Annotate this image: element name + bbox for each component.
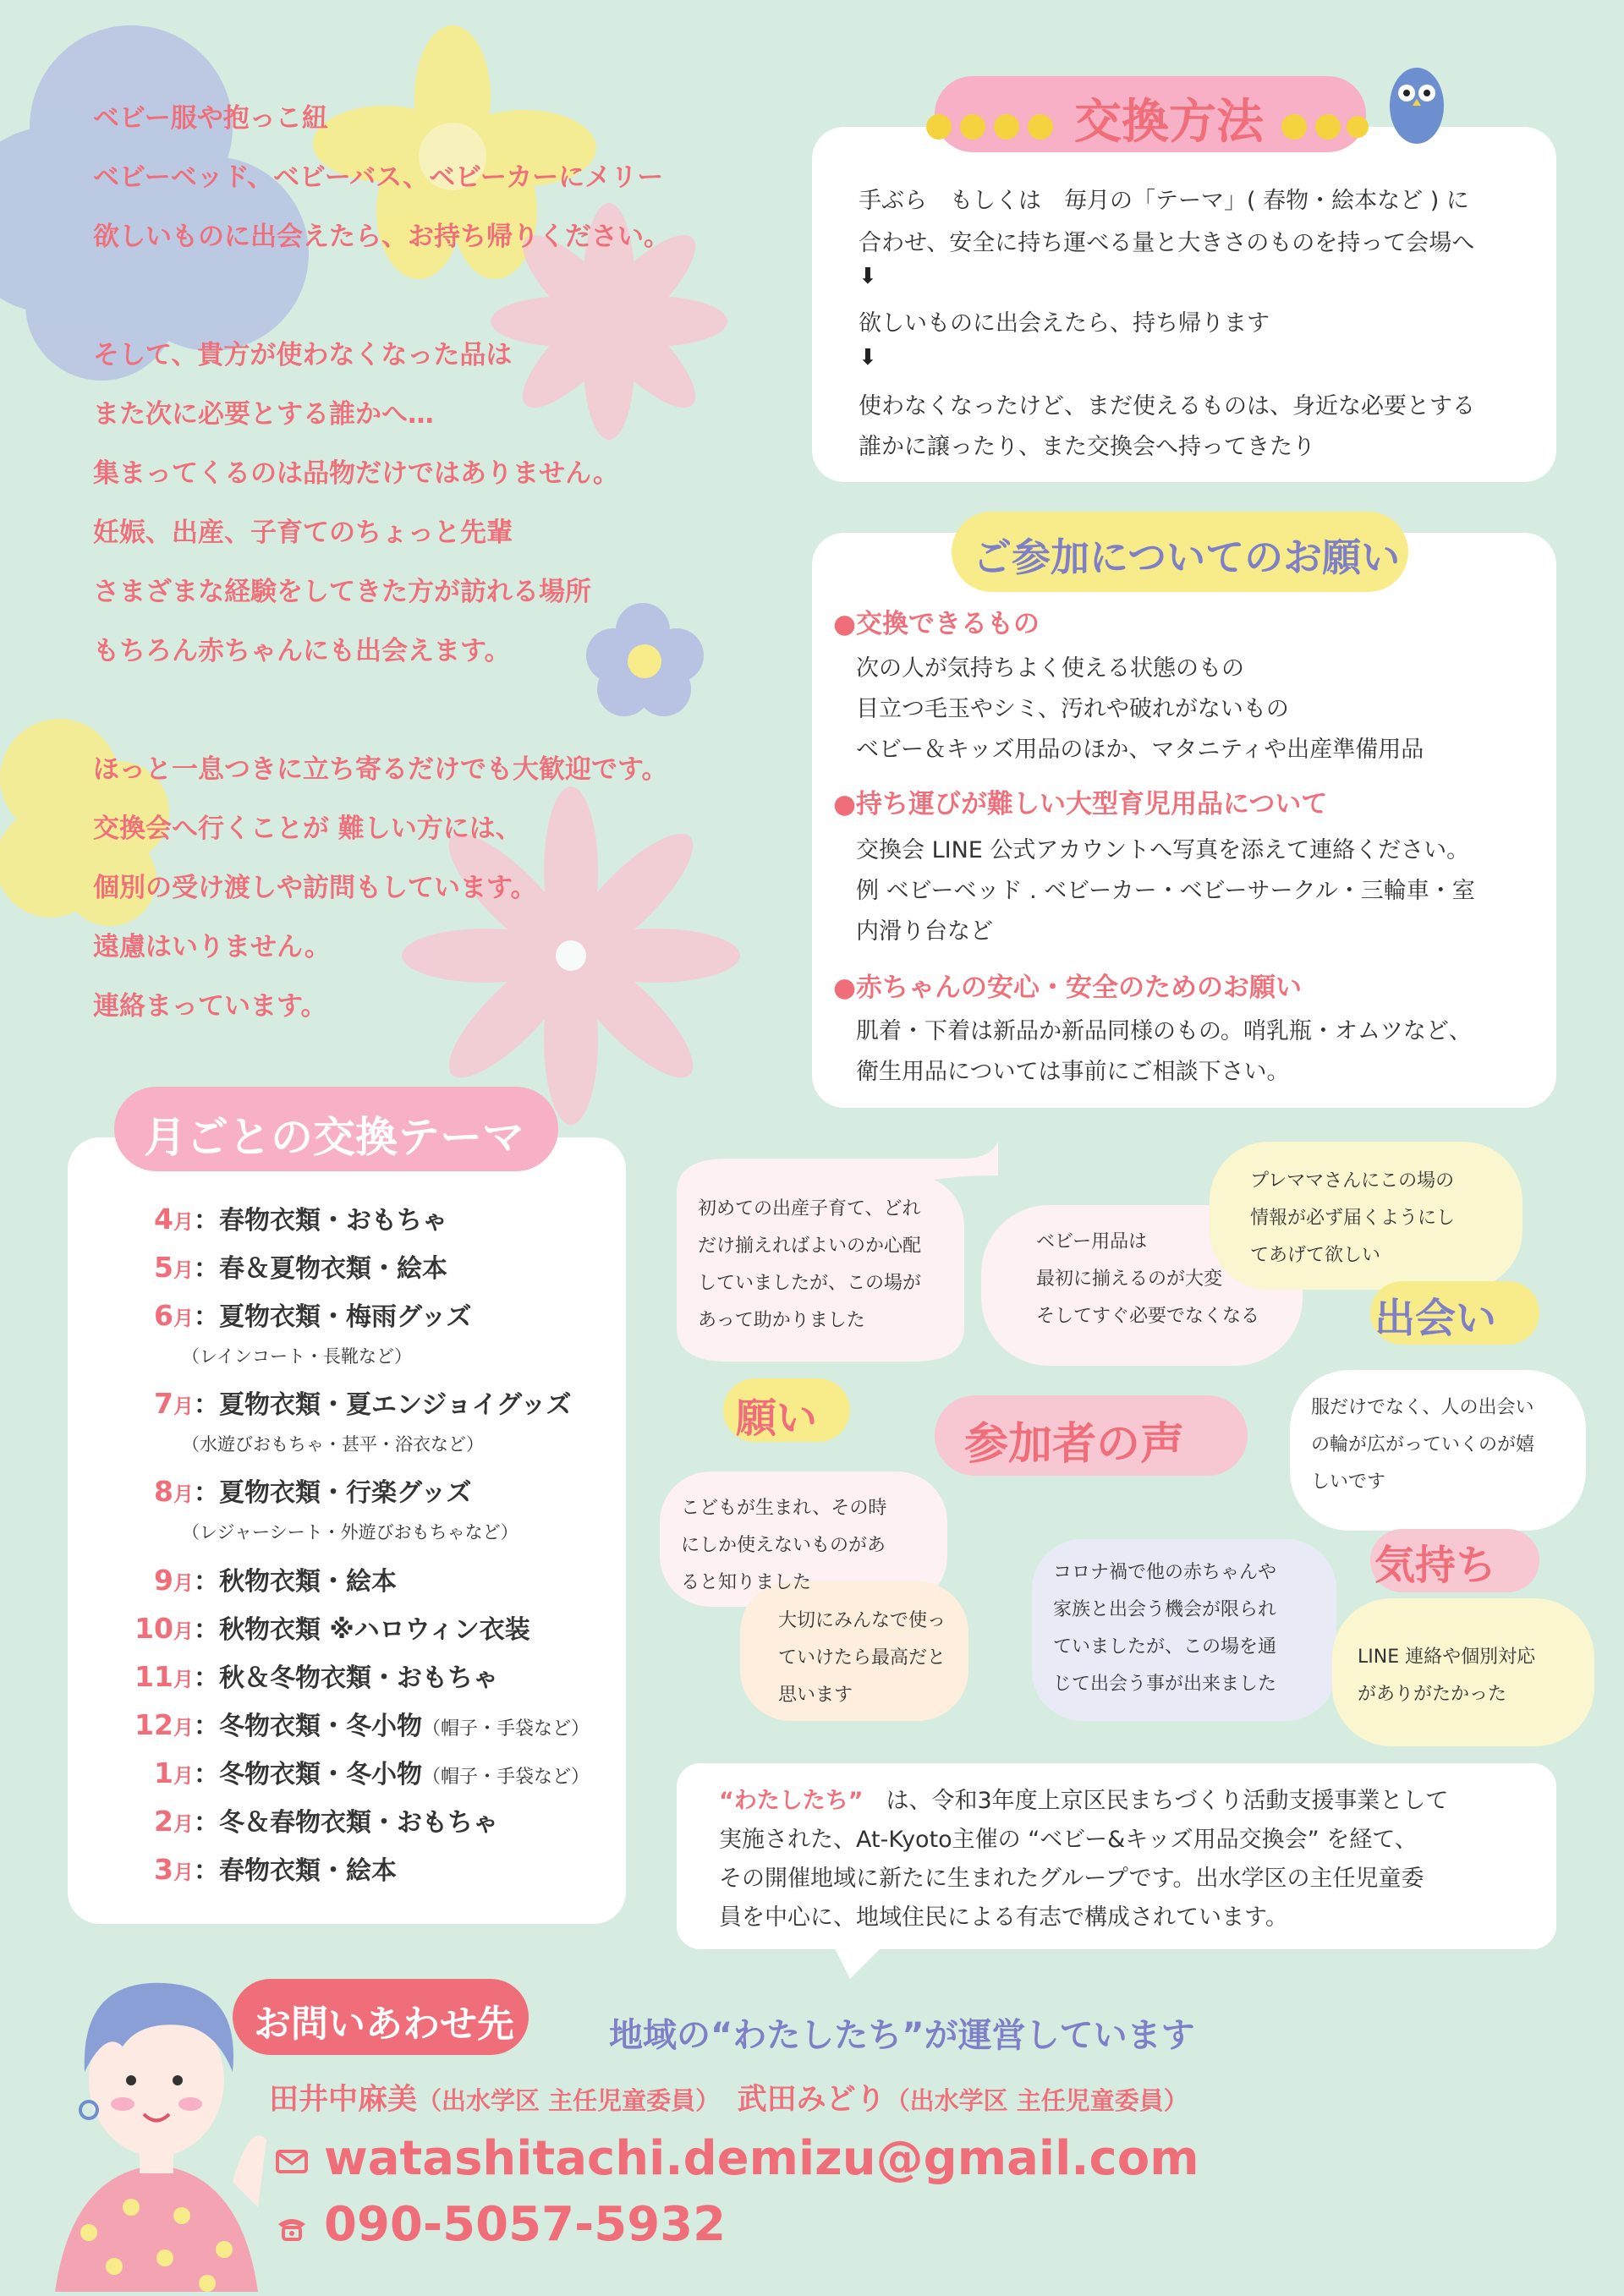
voice-bubble: 服だけでなく、人の出会い の輪が広がっていくのが嬉 しいです [1311, 1397, 1535, 1493]
intro-line: 連絡まっています。 [93, 991, 327, 1022]
month-row: 5月：春＆夏物衣類・絵本 [154, 1251, 447, 1284]
request-line: 次の人が気持ちよく使える状態のもの [856, 655, 1244, 682]
exchange-line: 誰かに譲ったり、また交換会へ持ってきたり [859, 434, 1315, 460]
about-line: “わたしたち” は、令和3年度上京区民まちづくり活動支援事業として [719, 1788, 1449, 1814]
about-line: その開催地域に新たに生まれたグループです。出水学区の主任児童委 [719, 1866, 1424, 1892]
contact-label: お問いあわせ先 [254, 2003, 514, 2046]
intro-line: 集まってくるのは品物だけではありません。 [93, 458, 619, 489]
owl-icon [1379, 55, 1455, 148]
request-heading: ●交換できるもの [833, 609, 1040, 639]
about-line: 員を中心に、地域住民による有志で構成されています。 [719, 1904, 1288, 1931]
month-row: 9月：秋物衣類・絵本 [154, 1564, 397, 1597]
contact-person-name: 田井中麻美 [269, 2083, 418, 2117]
request-title: ご参加についてのお願い [973, 534, 1401, 580]
intro-line: そして、貴方が使わなくなった品は [93, 340, 513, 370]
mail-icon [275, 2149, 309, 2174]
intro-line: さまざまな経験をしてきた方が訪れる場所 [93, 577, 591, 607]
exchange-line: 手ぶら もしくは 毎月の「テーマ」( 春物・絵本など ) に [859, 188, 1469, 214]
month-note: （レジャーシート・外遊びおもちゃなど） [182, 1522, 518, 1543]
request-line: 例 ベビーベッド . ベビーカー・ベビーサークル・三輪車・室 [856, 878, 1475, 904]
request-line: ベビー＆キッズ用品のほか、マタニティや出産準備用品 [856, 737, 1424, 763]
contact-person-name: 武田みどり [737, 2083, 886, 2117]
intro-line: ベビー服や抱っこ紐 [93, 103, 328, 134]
monthly-title: 月ごとの交換テーマ [144, 1113, 524, 1162]
exchange-line: 合わせ、安全に持ち運べる量と大きさのものを持って会場へ [859, 230, 1475, 256]
request-line: 交換会 LINE 公式アカウントへ写真を添えて連絡ください。 [856, 837, 1470, 863]
voice-bubble: プレママさんにこの場の 情報が必ず届くようにし てあげて欲しい [1250, 1170, 1456, 1266]
chicks-icon [1277, 97, 1370, 148]
voices-title: 参加者の声 [964, 1419, 1185, 1470]
month-row: 3月：春物衣類・絵本 [154, 1853, 397, 1886]
chicks-icon [922, 97, 1057, 148]
intro-line: 妊娠、出産、子育てのちょっと先輩 [93, 518, 513, 548]
about-line: 実施された、At-Kyoto主催の “ベビー&キッズ用品交換会” を経て、 [719, 1827, 1418, 1853]
intro-line: もちろん赤ちゃんにも出会えます。 [93, 636, 511, 666]
intro-line: 個別の受け渡しや訪問もしています。 [93, 873, 537, 903]
woman-illustration [38, 1954, 266, 2292]
intro-line: ベビーベッド、ベビーバス、ベビーカーにメリー [93, 162, 664, 193]
intro-line: 遠慮はいりません。 [93, 932, 331, 962]
request-heading: ●持ち運びが難しい大型育児用品について [833, 789, 1328, 819]
contact-phone-link[interactable] [275, 2197, 726, 2252]
about-card-tail [833, 1945, 892, 1983]
exchange-line: 使わなくなったけど、まだ使えるものは、身近な必要とする [859, 393, 1475, 419]
month-row: 1月：冬物衣類・冬小物（帽子・手袋など） [154, 1756, 590, 1789]
month-note: （水遊びおもちゃ・甚平・浴衣など） [182, 1434, 484, 1455]
down-arrow-icon: ⬇ [859, 264, 877, 289]
contact-person-role: （出水学区 主任児童委員） [417, 2086, 708, 2115]
month-row: 6月：夏物衣類・梅雨グッズ [154, 1299, 472, 1332]
voice-bubble: ベビー用品は 最初に揃えるのが大変 そしてすぐ必要でなくなる [1036, 1231, 1260, 1327]
voice-bubble: LINE 連絡や個別対応 がありがたかった [1358, 1647, 1536, 1705]
month-row: 2月：冬＆春物衣類・おもちゃ [154, 1805, 498, 1838]
month-row: 8月：夏物衣類・行楽グッズ [154, 1475, 472, 1508]
meet-label: 出会い [1374, 1295, 1497, 1342]
contact-phone[interactable]: 090-5057-5932 [324, 2197, 727, 2252]
intro-line: 交換会へ行くことが 難しい方には、 [93, 814, 522, 844]
request-line: 目立つ毛玉やシミ、汚れや破れがないもの [856, 696, 1289, 722]
request-line: 肌着・下着は新品か新品同様のもの。哨乳瓶・オムツなど、 [856, 1018, 1472, 1044]
intro-line: 欲しいものに出会えたら、お持ち帰りください。 [93, 222, 670, 252]
voice-bubble: こどもが生まれ、その時 にしか使えないものがあ ると知りました [681, 1498, 887, 1593]
voice-bubble: コロナ禍で他の赤ちゃんや 家族と出会う機会が限られ ていましたが、この場を通 じて出会う事が出来ました [1053, 1562, 1277, 1695]
month-row: 11月：秋＆冬物衣類・おもちゃ [134, 1660, 498, 1693]
request-line: 内滑り台など [856, 918, 993, 945]
contact-persons [269, 2076, 1188, 2118]
exchange-title: 交換方法 [1074, 95, 1264, 150]
contact-email-link[interactable] [275, 2131, 1199, 2186]
wish-label: 願い [736, 1395, 818, 1442]
voice-bubble: 初めての出産子育て、どれ だけ揃えればよいのか心配 していましたが、この場が あって助かりました [698, 1198, 922, 1331]
contact-email[interactable]: watashitachi.demizu@gmail.com [324, 2131, 1199, 2186]
operated-by-text: 地域の“わたしたち”が運営しています [609, 2016, 1195, 2055]
month-row: 12月：冬物衣類・冬小物（帽子・手袋など） [134, 1708, 590, 1741]
month-row: 4月：春物衣類・おもちゃ [154, 1203, 447, 1236]
exchange-line: 欲しいものに出会えたら、持ち帰ります [859, 310, 1270, 337]
intro-text [93, 89, 837, 1036]
voice-bubble: 大切にみんなで使っ ていけたら最高だと 思います [778, 1610, 946, 1706]
intro-line: また次に必要とする誰かへ… [93, 399, 434, 430]
month-note: （レインコート・長靴など） [182, 1346, 412, 1367]
month-row: 10月：秋物衣類 ※ハロウィン衣装 [134, 1612, 530, 1645]
request-heading: ●赤ちゃんの安心・安全のためのお願い [833, 973, 1303, 1003]
phone-icon [275, 2214, 309, 2241]
down-arrow-icon: ⬇ [859, 345, 877, 370]
intro-line: ほっと一息つきに立ち寄るだけでも大歓迎です。 [93, 754, 668, 785]
contact-person-role: （出水学区 主任児童委員） [885, 2086, 1188, 2115]
feeling-label: 気持ち [1374, 1542, 1497, 1589]
request-line: 衛生用品については事前にご相談下さい。 [856, 1059, 1290, 1085]
month-row: 7月：夏物衣類・夏エンジョイグッズ [154, 1387, 572, 1420]
